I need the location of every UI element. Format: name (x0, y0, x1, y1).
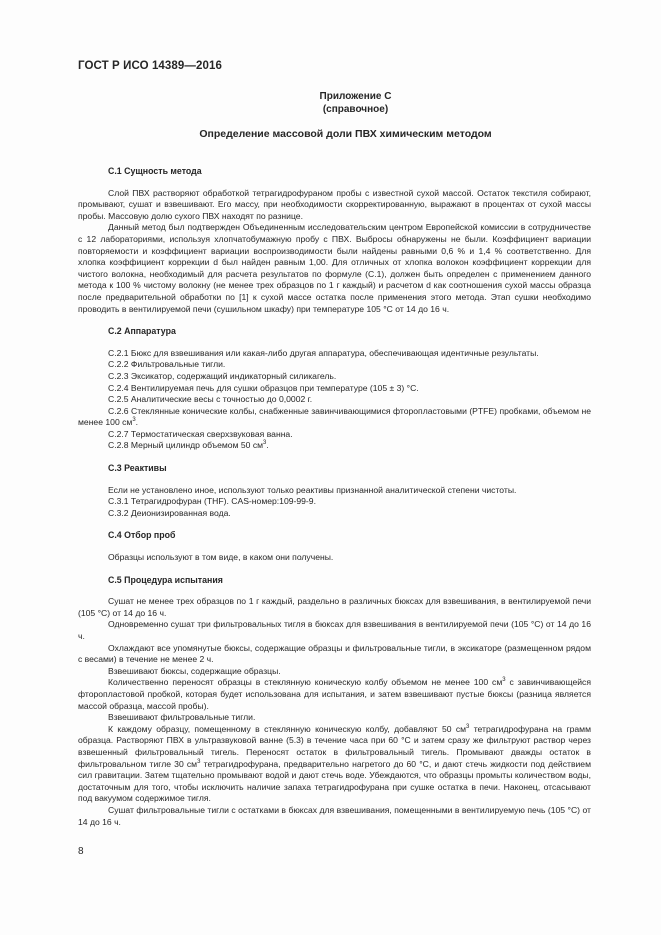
list-item: С.2.4 Вентилируемая печь для сушки образцов при температуре (105 ± 3) °С. (108, 382, 419, 393)
paragraph: Взвешивают бюксы, содержащие образцы. (108, 665, 281, 676)
list-item (78, 440, 591, 452)
list-item: С.3.2 Деионизированная вода. (108, 507, 231, 518)
paragraph: Слой ПВХ растворяют обработкой тетрагидрофураном пробы с известной сухой массой. Остаток текстиля собирают, промывают, сушат и взвешивают. Его массу, при необходимости скорректированную, выражают в процентах от сухой массы пробы. Массовую долю сухого ПВХ находят по разнице. (78, 187, 591, 221)
paragraph: Охлаждают все упомянутые бюксы, содержащие образцы и фильтровальные тигли, в эксикаторе (размещенном рядом с весами) в течение не менее 2 ч. (78, 642, 591, 665)
section-c1 (78, 166, 591, 315)
text-run: тетрагидрофурана, предварительно нагретого до 60 °С, и дают стечь жидкости под действием сил гравитации. Затем тщательно промывают водой и дают стечь воде. Убеждаются, что образцы промыты количеством воды, достаточным для того, чтобы исключить наличие запаха тетрагидрофурана при сушке остатка в печи. Наконец, отсасывают под вакуумом содержимое тигля. (78, 758, 591, 804)
paragraph: Сушат не менее трех образцов по 1 г каждый, раздельно в различных бюксах для взвешивания, в вентилируемой печи (105 °С) от 14 до 16 ч. (78, 596, 591, 618)
document-body (78, 166, 591, 839)
section-title: С.1 Сущность метода (108, 166, 202, 176)
paragraph: Одновременно сушат три фильтровальных тигля в бюксах для взвешивания в вентилируемой печи (105 °С) от 14 до 16 ч. (78, 619, 591, 641)
list-item: С.2.1 Бюкс для взвешивания или какая-либо другая аппаратура, обеспечивающая идентичные результаты. (108, 347, 539, 358)
superscript: 3 (263, 440, 267, 447)
paragraph (78, 677, 591, 712)
section-title: С.5 Процедура испытания (108, 574, 223, 585)
text-run: Количественно переносят образцы в стеклянную коническую колбу объемом не менее 100 см (108, 677, 503, 688)
page-number: 8 (78, 846, 84, 857)
paragraph: Данный метод был подтвержден Объединенным исследовательским центром Европейской комиссии в сотрудничестве с 12 лабораториями, используя хлопчатобумажную пробу с ПВХ. Выбросы обнаружены не были. Коэффициент вариации повторяемости и коэффициент вариации воспроизводимости были найдены равными 0,6 % и 1,4 % соответственно. Для хлопка коэффициент коррекции d был найден равным 1,00. Для отличных от хлопка волокон коэффициент коррекции для чистого волокна, необходимый для расчета результатов по формуле (С.1), должен быть определен с применением данного метода к 100 % чистому волокну (не менее трех образцов по 1 г каждый) и расчетом d как соотношения сухой массы образца после предварительной обработки по [1] к сухой массе остатка после применения этого метода. Этап сушки необходимо проводить в вентилируемой печи (сушильном шкафу) при температуре 105 °С от 14 до 16 ч. (78, 222, 591, 314)
section-c2 (78, 326, 591, 452)
text-run: тетрагидрофурана на грамм образца. Растворяют ПВХ в ультразвуковой ванне (5.3) в течение часа при 60 °С и затем сразу же фильтруют раствор через взвешенный фильтровальный тигель. Переносят остаток в фильтровальный тигель. Промывают дважды остаток в фильтровальном тигле 30 см (78, 723, 592, 769)
section-c3 (78, 463, 591, 519)
annex-heading (0, 90, 661, 116)
paragraph: Образцы используют в том виде, в каком они получены. (108, 552, 334, 563)
section-title: С.4 Отбор проб (108, 530, 176, 541)
paragraph: Взвешивают фильтровальные тигли. (108, 712, 256, 723)
list-item (78, 406, 591, 429)
text-run: с завинчивающейся фторопластовой пробкой, которая будет использована для испытания, и затем взвешивают пустые бюксы (разница является массой образца, массой пробы). (78, 677, 591, 711)
annex-label: Приложение С (319, 91, 392, 102)
annex-kind: (справочное) (322, 104, 389, 115)
annex-title: Определение массовой доли ПВХ химическим методом (199, 128, 492, 140)
section-title: С.2 Аппаратура (108, 326, 176, 337)
list-item: С.2.7 Термостатическая сверхзвуковая ванна. (108, 428, 293, 439)
item-text: С.2.6 Стеклянные конические колбы, снабженные завинчивающимися фторопластовыми (PTFE) пробками, объемом не менее 100 см (78, 405, 591, 428)
paragraph (78, 724, 591, 805)
period: . (135, 417, 139, 428)
list-item: С.3.1 Тетрагидрофуран (THF). CAS-номер:109-99-9. (108, 496, 316, 507)
list-item: Если не установлено иное, используют только реактивы признанной аналитической степени чистоты. (108, 484, 517, 495)
period: . (266, 440, 269, 451)
item-text: С.2.8 Мерный цилиндр объемом 50 см (108, 440, 264, 451)
list-item: С.2.2 Фильтровальные тигли. (108, 359, 226, 370)
superscript: 3 (502, 677, 506, 684)
superscript: 3 (197, 758, 201, 765)
paragraph: Сушат фильтровальные тигли с остатками в бюксах для взвешивания, помещенными в вентилируемую печь (105 °С) от 14 до 16 ч. (78, 804, 591, 827)
superscript: 3 (132, 417, 136, 424)
list-item: С.2.3 Эксикатор, содержащий индикаторный силикагель. (108, 370, 337, 381)
section-title: С.3 Реактивы (108, 463, 167, 474)
standard-number: ГОСТ Р ИСО 14389—2016 (78, 60, 223, 72)
section-c5 (78, 575, 591, 828)
section-c4 (78, 530, 591, 563)
superscript: 3 (466, 723, 470, 730)
list-item: С.2.5 Аналитические весы с точностью до 0,0002 г. (108, 394, 313, 405)
text-run: К каждому образцу, помещенному в стеклянную коническую колбу, добавляют 50 см (108, 723, 467, 734)
